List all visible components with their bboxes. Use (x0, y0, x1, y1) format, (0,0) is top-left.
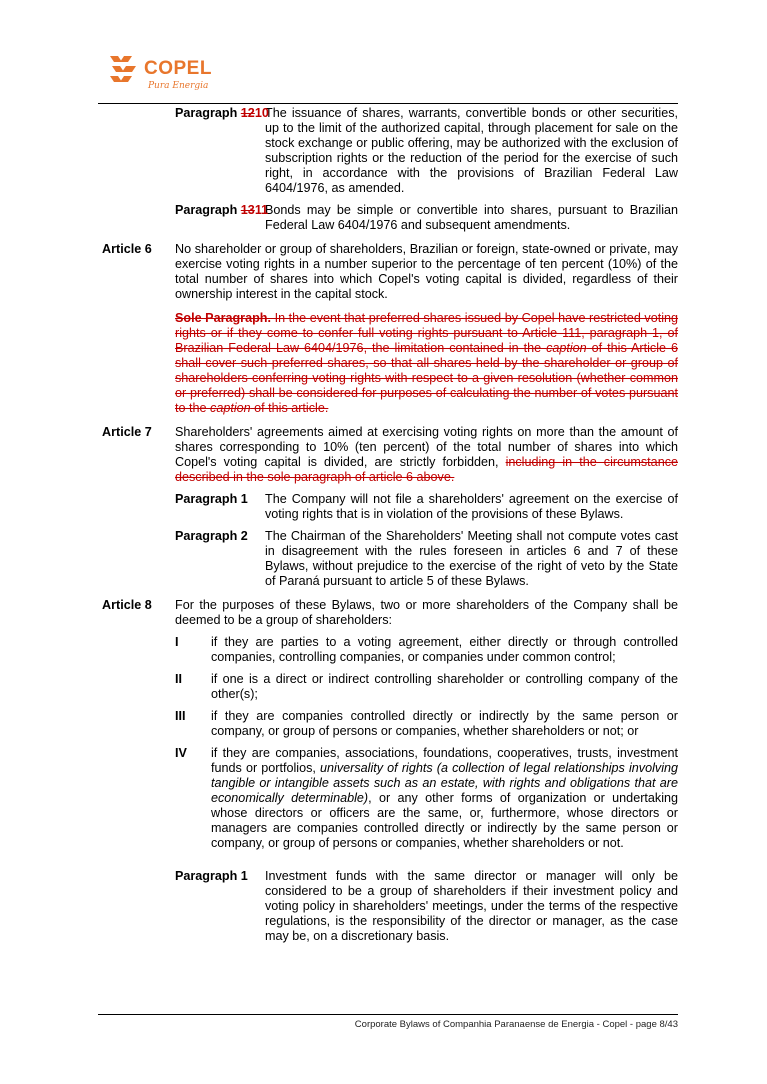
item-number: I (175, 635, 179, 649)
article-8-item-1 (175, 635, 678, 665)
article-7-paragraph-1-label: Paragraph 1 (175, 492, 248, 506)
inserted-number: 10 (254, 106, 269, 120)
header-divider (98, 103, 678, 104)
article-7-paragraph-2-text: The Chairman of the Shareholders' Meeting shall not compute votes cast in disagreement with the rules foreseen in articles 6 and 7 of these Bylaws, without prejudice to the exercise of the right of veto by the State of Paraná pursuant to article 5 of these Bylaws. (265, 529, 678, 588)
article-7-text: Shareholders' agreements aimed at exercising voting rights on more than the amount of shares corresponding to 10% (ten percent) of the total number of shares into which Copel's voting capital is divided, are strictly forbidden, (175, 425, 678, 469)
article-8-paragraph-1-text: Investment funds with the same director or manager will only be considered to be a group of shareholders if their investment policy and voting policy in shareholders' meetings, under the terms of the respective regulations, is the responsibility of the director or manager, as the case may be, on a discretionary basis. (265, 869, 678, 943)
article-7 (98, 425, 678, 485)
logo-name: COPEL (144, 58, 212, 79)
sole-paragraph-label: Sole Paragraph. (175, 311, 271, 325)
paragraph-1311 (175, 203, 678, 233)
paragraph-1210-text: The issuance of shares, warrants, convertible bonds or other securities, up to the limit of the authorized capital, through placement for sale on the stock exchange or public offering, may be authorized with the exclusion of subscription rights or the reduction of the period for the exercise of such right, in accordance with the provisions of Brazilian Federal Law 6404/1976, as amended. (265, 106, 678, 195)
article-8-text: For the purposes of these Bylaws, two or more shareholders of the Company shall be deemed to be a group of shareholders: (175, 598, 678, 627)
article-8-paragraph-1-label: Paragraph 1 (175, 869, 248, 883)
deleted-number: 12 (240, 106, 255, 120)
paragraph-1210-label: Paragraph 1210 (175, 106, 269, 120)
article-8-item-2 (175, 672, 678, 702)
article-8-label: Article 8 (102, 598, 152, 612)
article-7-label: Article 7 (102, 425, 152, 439)
article-7-paragraph-1-text: The Company will not file a shareholders' agreement on the exercise of voting rights that is in violation of the provisions of these Bylaws. (265, 492, 678, 521)
paragraph-1311-text: Bonds may be simple or convertible into shares, pursuant to Brazilian Federal Law 6404/1976 and subsequent amendments. (265, 203, 678, 232)
paragraph-1210 (175, 106, 678, 196)
article-6 (98, 242, 678, 302)
deleted-number: 13 (240, 203, 255, 217)
page-footer: Corporate Bylaws of Companhia Paranaense de Energia - Copel - page 8/43 (354, 1019, 678, 1030)
article-6-sole-paragraph: Sole Paragraph. In the event that preferred shares issued by Copel have restricted voting rights or if they come to confer full voting rights pursuant to Article 111, paragraph 1, of Brazilian Federal Law 6404/1976, the limitation contained in the caption of this Article 6 shall cover such preferred shares, so that all shares held by the shareholder or group of shareholders conferring voting rights with respect to a given resolution (whether common or preferred) shall be considered for purposes of calculating the number of votes pursuant to the caption of this article. (175, 311, 679, 415)
article-7-paragraph-1 (175, 492, 678, 522)
copel-flame-icon (108, 54, 140, 86)
copel-logo (108, 54, 228, 94)
item-number: III (175, 709, 186, 723)
document-body (98, 106, 678, 944)
article-8-item-3 (175, 709, 678, 739)
inserted-number: 11 (254, 203, 269, 217)
article-7-paragraph-2-label: Paragraph 2 (175, 529, 248, 543)
article-6-text: No shareholder or group of shareholders, Brazilian or foreign, state-owned or private, may exercise voting rights in a number superior to the percentage of ten percent (10%) of the total number of shares into which Copel's voting capital is divided, regardless of their ownership interest in the capital stock. (175, 242, 678, 301)
item-text: if they are companies controlled directly or indirectly by the same person or company, or group of persons or companies, whether shareholders or not; or (211, 709, 678, 738)
article-7-paragraph-2 (175, 529, 678, 589)
item-text: if they are parties to a voting agreement, either directly or through controlled companies, controlling companies, or companies under common control; (211, 635, 678, 664)
article-8-item-4: IV if they are companies, associations, foundations, cooperatives, trusts, investment funds or portfolios, universality of rights (a collection of legal relationships involving tangible or intangible assets such as an estate, with rights and obligations that are economically determinable), or any other forms of organization or undertaking whose directors or officers are the same, or, furthermore, whose directors or managers are companies controlled directly or indirectly by the same person or company, or group of persons or companies, whether shareholders or not. (175, 746, 678, 850)
logo-tagline: Pura Energia (148, 81, 209, 91)
item-text: if one is a direct or indirect controlling shareholder or controlling company of the other(s); (211, 672, 678, 701)
article-6-label: Article 6 (102, 242, 152, 256)
paragraph-1311-label: Paragraph 1311 (175, 203, 269, 217)
footer-divider (98, 1014, 678, 1015)
item-number: II (175, 672, 182, 686)
item-number: IV (175, 746, 187, 760)
article-7-deleted-text: including in the circumstance described in the sole paragraph of article 6 above. (175, 455, 678, 484)
article-8 (98, 598, 678, 628)
universality-of-rights-definition: universality of rights (a collection of legal relationships involving tangible or intangible assets such as an estate, with rights and obligations that are economically determinable) (211, 761, 678, 805)
article-8-paragraph-1 (175, 869, 678, 944)
